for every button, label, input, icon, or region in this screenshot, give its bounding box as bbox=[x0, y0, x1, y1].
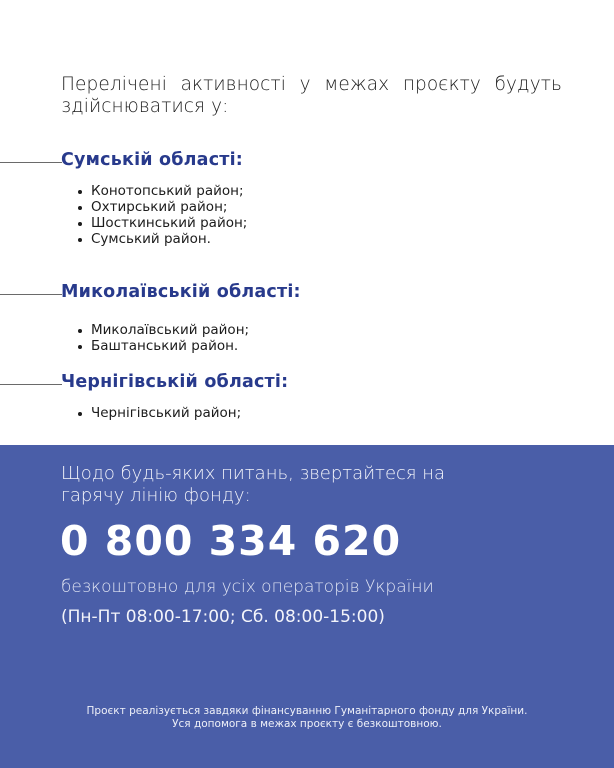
list-item: Миколаївський район; bbox=[78, 322, 249, 338]
region-sumy bbox=[0, 150, 614, 247]
region-title: Миколаївській області: bbox=[61, 282, 301, 302]
divider-line bbox=[0, 162, 62, 163]
funding-note-line-2: Уся допомога в межах проєкту є безкоштовною. bbox=[172, 718, 442, 730]
list-item: Охтирський район; bbox=[78, 199, 247, 215]
funding-note-line-1: Проєкт реалізується завдяки фінансуванню Гуманітарного фонду для України. bbox=[86, 705, 528, 717]
district-list bbox=[78, 405, 241, 421]
region-title: Чернігівській області: bbox=[61, 372, 289, 392]
list-item: Конотопський район; bbox=[78, 183, 247, 199]
region-title: Сумській області: bbox=[61, 150, 244, 170]
region-header bbox=[0, 282, 614, 306]
region-header bbox=[0, 150, 614, 174]
list-item: Шосткинський район; bbox=[78, 215, 247, 231]
hotline-phone: 0 800 334 620 bbox=[60, 517, 402, 565]
region-header bbox=[0, 372, 614, 396]
district-list bbox=[78, 322, 249, 354]
region-chernihiv bbox=[0, 372, 614, 421]
working-hours: (Пн-Пт 08:00-17:00; Сб. 08:00-15:00) bbox=[61, 607, 385, 627]
hotline-intro: Щодо будь-яких питань, звертайтеся на гарячу лінію фонду: bbox=[61, 463, 446, 506]
intro-text: Перелічені активності у межах проєкту будуть здійснюватися у: bbox=[61, 74, 562, 117]
divider-line bbox=[0, 384, 62, 385]
hotline-panel bbox=[0, 445, 614, 768]
funding-note bbox=[0, 705, 614, 731]
free-call-note: безкоштовно для усіх операторів України bbox=[61, 577, 434, 597]
divider-line bbox=[0, 294, 62, 295]
district-list bbox=[78, 183, 247, 247]
list-item: Сумський район. bbox=[78, 231, 247, 247]
region-mykolaiv bbox=[0, 282, 614, 354]
list-item: Чернігівський район; bbox=[78, 405, 241, 421]
list-item: Баштанський район. bbox=[78, 338, 249, 354]
